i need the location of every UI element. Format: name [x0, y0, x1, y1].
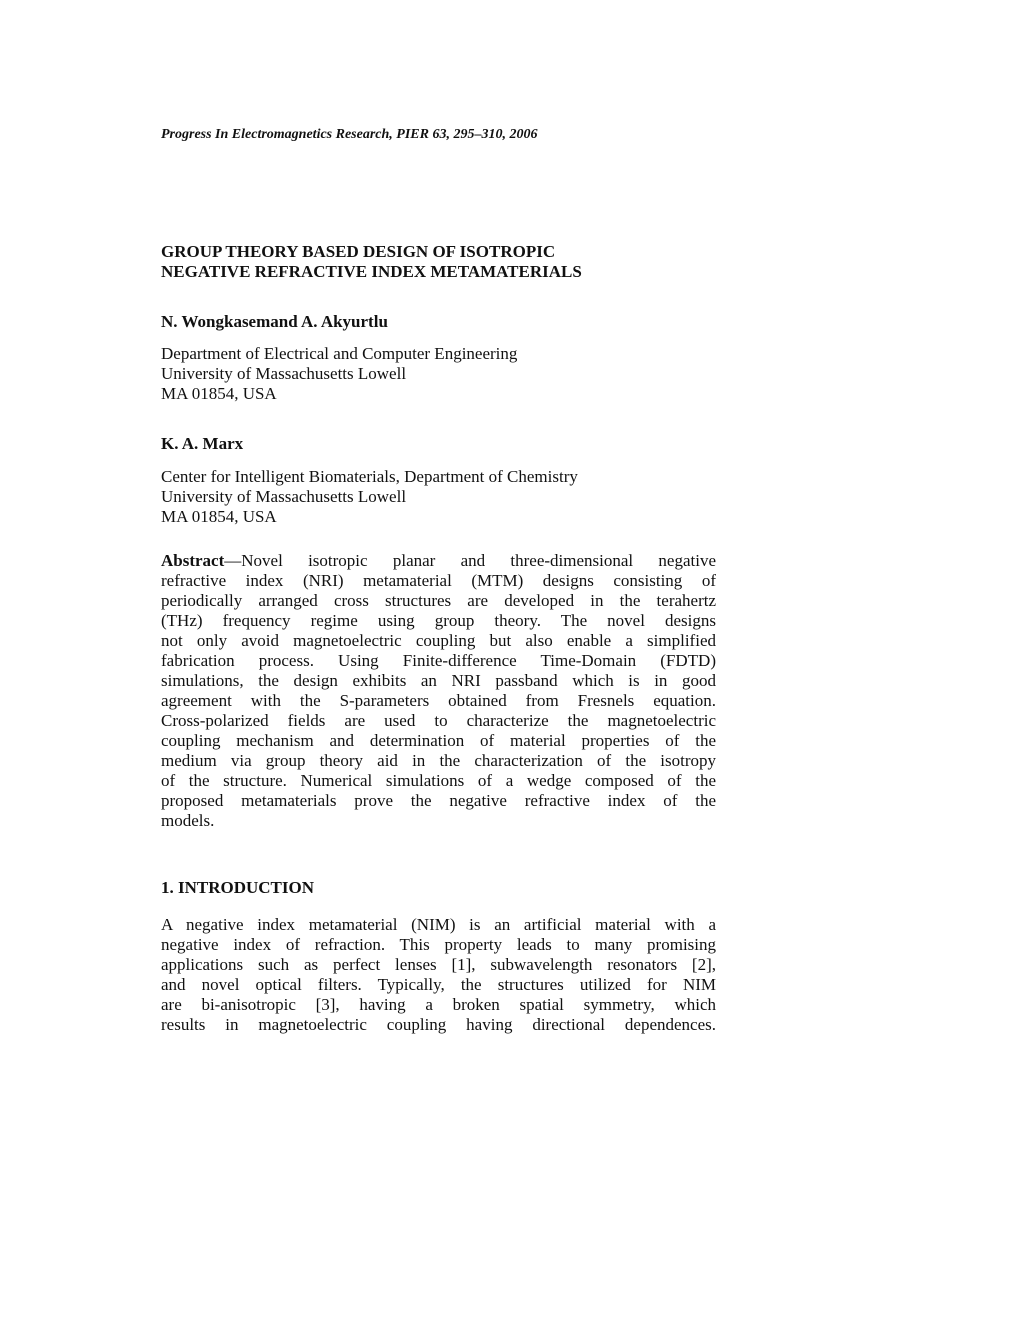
intro-line: are bi-anisotropic [3], having a broken spatial symmetry, which: [161, 995, 716, 1014]
abstract-line: fabrication process. Using Finite-difference Time-Domain (FDTD): [161, 651, 716, 670]
abstract-line: of the structure. Numerical simulations of a wedge composed of the: [161, 771, 716, 790]
affiliation-1: [161, 344, 517, 404]
abstract-line: medium via group theory aid in the characterization of the isotropy: [161, 751, 716, 770]
introduction-paragraph: [161, 915, 716, 1035]
affiliation-2: [161, 467, 578, 527]
abstract-first-line: —Novel isotropic planar and three-dimensional negative: [224, 551, 716, 570]
title-line-2: NEGATIVE REFRACTIVE INDEX METAMATERIALS: [161, 262, 582, 281]
abstract-line: proposed metamaterials prove the negative refractive index of the: [161, 791, 716, 810]
abstract-line: models.: [161, 811, 215, 830]
abstract-line: agreement with the S-parameters obtained from Fresnels equation.: [161, 691, 716, 710]
title-line-1: GROUP THEORY BASED DESIGN OF ISOTROPIC: [161, 242, 556, 261]
abstract-line: simulations, the design exhibits an NRI passband which is in good: [161, 671, 716, 690]
affiliation-2-line-3: MA 01854, USA: [161, 507, 277, 526]
abstract-label: Abstract: [161, 551, 225, 570]
abstract-line: [161, 551, 716, 571]
intro-line: negative index of refraction. This property leads to many promising: [161, 935, 716, 954]
abstract-line: Cross-polarized fields are used to characterize the magnetoelectric: [161, 711, 716, 730]
author-group-1: N. Wongkasemand A. Akyurtlu: [161, 312, 388, 331]
abstract-line: (THz) frequency regime using group theory. The novel designs: [161, 611, 716, 630]
paper-title: [161, 242, 721, 282]
journal-header: Progress In Electromagnetics Research, PIER 63, 295–310, 2006: [161, 127, 538, 142]
abstract-line: not only avoid magnetoelectric coupling but also enable a simplified: [161, 631, 716, 650]
intro-line: and novel optical filters. Typically, the structures utilized for NIM: [161, 975, 716, 994]
affiliation-2-line-2: University of Massachusetts Lowell: [161, 487, 407, 506]
intro-line: applications such as perfect lenses [1], subwavelength resonators [2],: [161, 955, 716, 974]
affiliation-1-line-1: Department of Electrical and Computer Engineering: [161, 344, 518, 363]
affiliation-2-line-1: Center for Intelligent Biomaterials, Department of Chemistry: [161, 467, 578, 486]
abstract-line: periodically arranged cross structures are developed in the terahertz: [161, 591, 716, 610]
abstract-line: coupling mechanism and determination of material properties of the: [161, 731, 716, 750]
abstract-line: refractive index (NRI) metamaterial (MTM) designs consisting of: [161, 571, 716, 590]
affiliation-1-line-3: MA 01854, USA: [161, 384, 277, 403]
abstract: [161, 551, 716, 831]
affiliation-1-line-2: University of Massachusetts Lowell: [161, 364, 407, 383]
intro-line: results in magnetoelectric coupling having directional dependences.: [161, 1015, 716, 1034]
author-group-2: K. A. Marx: [161, 434, 244, 453]
section-heading-introduction: 1. INTRODUCTION: [161, 878, 315, 897]
intro-line: A negative index metamaterial (NIM) is an artificial material with a: [161, 915, 716, 934]
